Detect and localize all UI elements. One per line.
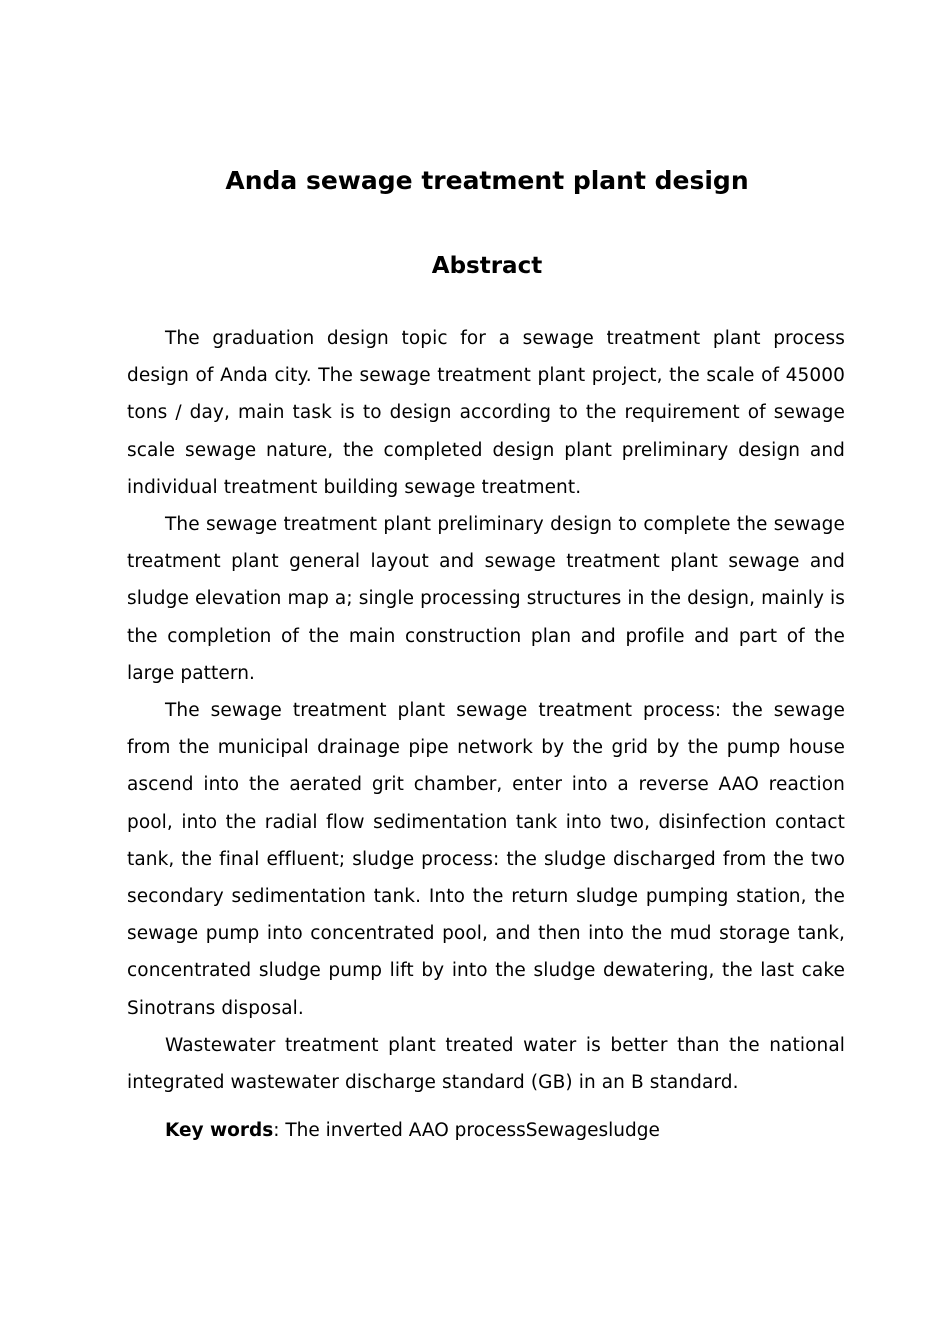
keywords-label: Key words (165, 1120, 274, 1141)
abstract-body (127, 320, 845, 1101)
abstract-paragraph-1: The graduation design topic for a sewage treatment plant process design of Anda city. The sewage treatment plant project, the scale of 45000 tons / day, main task is to design according to the requirement of sewage scale sewage nature, the completed design plant preliminary design and individual treatment building sewage treatment. (127, 328, 845, 498)
keywords-separator: : (273, 1120, 280, 1141)
document-title: Anda sewage treatment plant design (225, 166, 749, 195)
keywords-line (165, 1114, 660, 1148)
abstract-heading: Abstract (431, 253, 543, 279)
abstract-paragraph-2: The sewage treatment plant preliminary design to complete the sewage treatment plant general layout and sewage treatment plant sewage and sludge elevation map a; single processing structures in the design, mainly is the completion of the main construction plan and profile and part of the large pattern. (127, 514, 845, 684)
keywords-value: The inverted AAO processSewagesludge (285, 1120, 660, 1141)
abstract-paragraph-3: The sewage treatment plant sewage treatment process: the sewage from the municipal drainage pipe network by the grid by the pump house ascend into the aerated grit chamber, enter into a reverse AAO reaction pool, into the radial flow sedimentation tank into two, disinfection contact tank, the final effluent; sludge process: the sludge discharged from the two secondary sedimentation tank. Into the return sludge pumping station, the sewage pump into concentrated pool, and then into the mud storage tank, concentrated sludge pump lift by into the sludge dewatering, the last cake Sinotrans disposal. (127, 700, 845, 1019)
abstract-paragraph-4: Wastewater treatment plant treated water is better than the national integrated wastewater discharge standard (GB) in an B standard. (127, 1034, 845, 1094)
